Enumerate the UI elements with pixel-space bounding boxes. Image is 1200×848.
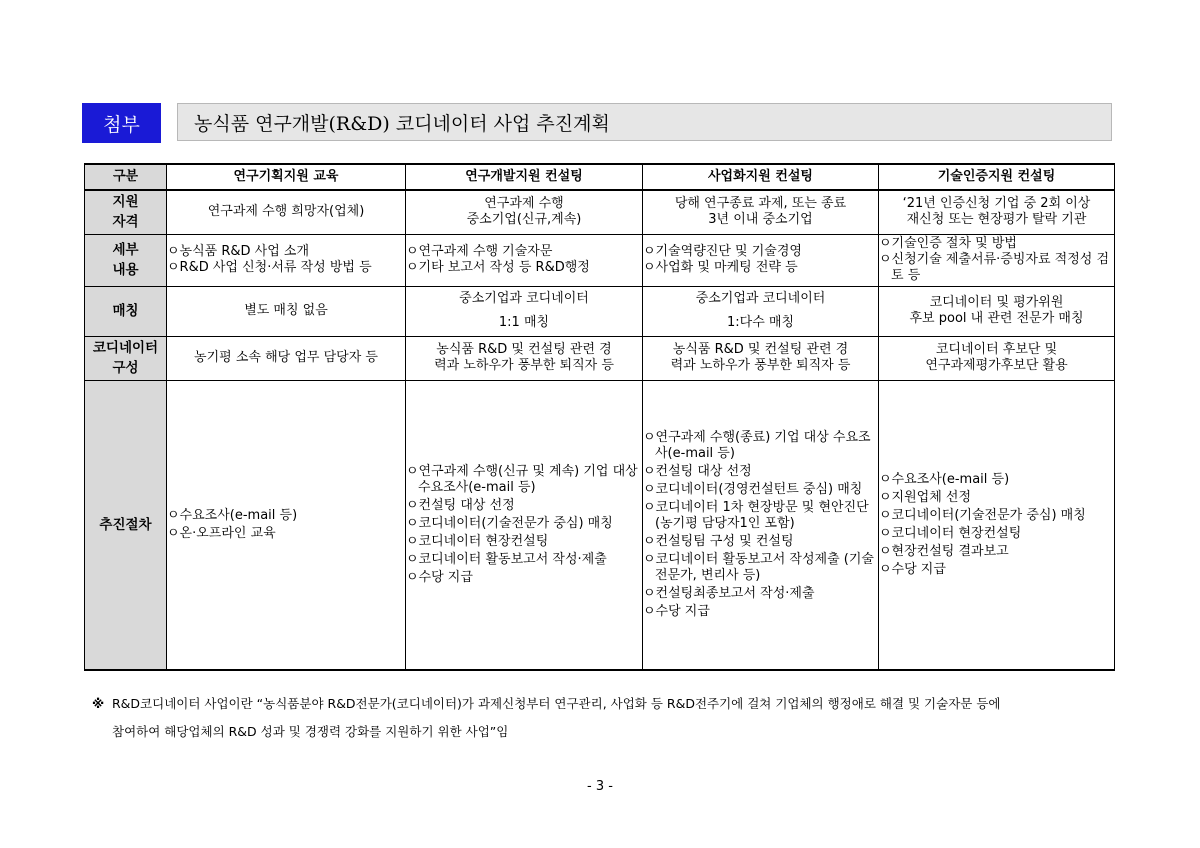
table-header-row xyxy=(85,164,1115,190)
table-row xyxy=(85,234,1115,286)
row-label: 매칭 xyxy=(85,286,167,336)
table-cell: 연구과제 수행 희망자(업체) xyxy=(167,190,406,234)
table-row xyxy=(85,190,1115,234)
column-header: 구분 xyxy=(85,164,167,190)
table-cell: 중소기업과 코디네이터 1:다수 매칭 xyxy=(643,286,879,336)
table-row xyxy=(85,336,1115,380)
table-cell: 코디네이터 및 평가위원 후보 pool 내 관련 전문가 매칭 xyxy=(879,286,1115,336)
note-line-2: 참여하여 해당업체의 R&D 성과 및 경쟁력 강화를 지원하기 위한 사업”임 xyxy=(112,724,509,739)
row-label: 추진절차 xyxy=(85,380,167,670)
column-header: 기술인증지원 컨설팅 xyxy=(879,164,1115,190)
table-cell: ㅇ기술인증 절차 및 방법 ㅇ신청기술 제출서류·증빙자료 적정성 검토 등 xyxy=(879,234,1115,286)
table-cell: 연구과제 수행 중소기업(신규,계속) xyxy=(406,190,643,234)
table-cell: 농식품 R&D 및 컨설팅 관련 경 력과 노하우가 풍부한 퇴직자 등 xyxy=(643,336,879,380)
row-label: 세부 내용 xyxy=(85,234,167,286)
attachment-badge: 첨부 xyxy=(82,103,161,143)
table-cell: 코디네이터 후보단 및 연구과제평가후보단 활용 xyxy=(879,336,1115,380)
document-title: 농식품 연구개발(R&D) 코디네이터 사업 추진계획 xyxy=(177,103,1112,141)
column-header: 연구기획지원 교육 xyxy=(167,164,406,190)
table-cell: ㅇ연구과제 수행 기술자문 ㅇ기타 보고서 작성 등 R&D행정 xyxy=(406,234,643,286)
table-cell: ㅇ연구과제 수행(신규 및 계속) 기업 대상 수요조사(e-mail 등) ㅇ컨설팅 대상 선정 ㅇ코디네이터(기술전문가 중심) 매칭 ㅇ코디네이터 현장컨설팅 ㅇ코디네이터 활동보고서 작성·제출 ㅇ수당 지급 xyxy=(406,380,643,670)
title-bar xyxy=(82,103,1114,143)
footnote xyxy=(92,690,1132,746)
column-header: 연구개발지원 컨설팅 xyxy=(406,164,643,190)
table-cell: ㅇ농식품 R&D 사업 소개 ㅇR&D 사업 신청·서류 작성 방법 등 xyxy=(167,234,406,286)
table-row xyxy=(85,286,1115,336)
note-mark: ※ xyxy=(92,696,105,711)
table-cell: ㅇ수요조사(e-mail 등) ㅇ온·오프라인 교육 xyxy=(167,380,406,670)
table-row xyxy=(85,380,1115,670)
table-cell: 농기평 소속 해당 업무 담당자 등 xyxy=(167,336,406,380)
row-label: 지원 자격 xyxy=(85,190,167,234)
column-header: 사업화지원 컨설팅 xyxy=(643,164,879,190)
plan-table xyxy=(84,163,1115,671)
row-label: 코디네이터 구성 xyxy=(85,336,167,380)
table-cell: ㅇ수요조사(e-mail 등) ㅇ지원업체 선정 ㅇ코디네이터(기술전문가 중심) 매칭 ㅇ코디네이터 현장컨설팅 ㅇ현장컨설팅 결과보고 ㅇ수당 지급 xyxy=(879,380,1115,670)
note-line-1: R&D코디네이터 사업이란 “농식품분야 R&D전문가(코디네이터)가 과제신청부터 연구관리, 사업화 등 R&D전주기에 걸쳐 기업체의 행정애로 해결 및 기술자문 등에 xyxy=(112,696,1001,711)
table-cell: 농식품 R&D 및 컨설팅 관련 경 력과 노하우가 풍부한 퇴직자 등 xyxy=(406,336,643,380)
table-cell: ‘21년 인증신청 기업 중 2회 이상 재신청 또는 현장평가 탈락 기관 xyxy=(879,190,1115,234)
table-cell: ㅇ기술역량진단 및 기술경영 ㅇ사업화 및 마케팅 전략 등 xyxy=(643,234,879,286)
page-number: - 3 - xyxy=(587,779,613,794)
table-cell: ㅇ연구과제 수행(종료) 기업 대상 수요조사(e-mail 등) ㅇ컨설팅 대상 선정 ㅇ코디네이터(경영컨설턴트 중심) 매칭 ㅇ코디네이터 1차 현장방문 및 현안진단(농기평 담당자1인 포함) ㅇ컨설팅팀 구성 및 컨설팅 ㅇ코디네이터 활동보고서 작성제출 (기술전문가, 변리사 등) ㅇ컨설팅최종보고서 작성·제출 ㅇ수당 지급 xyxy=(643,380,879,670)
table-cell: 중소기업과 코디네이터 1:1 매칭 xyxy=(406,286,643,336)
table-cell: 당해 연구종료 과제, 또는 종료 3년 이내 중소기업 xyxy=(643,190,879,234)
table-cell: 별도 매칭 없음 xyxy=(167,286,406,336)
